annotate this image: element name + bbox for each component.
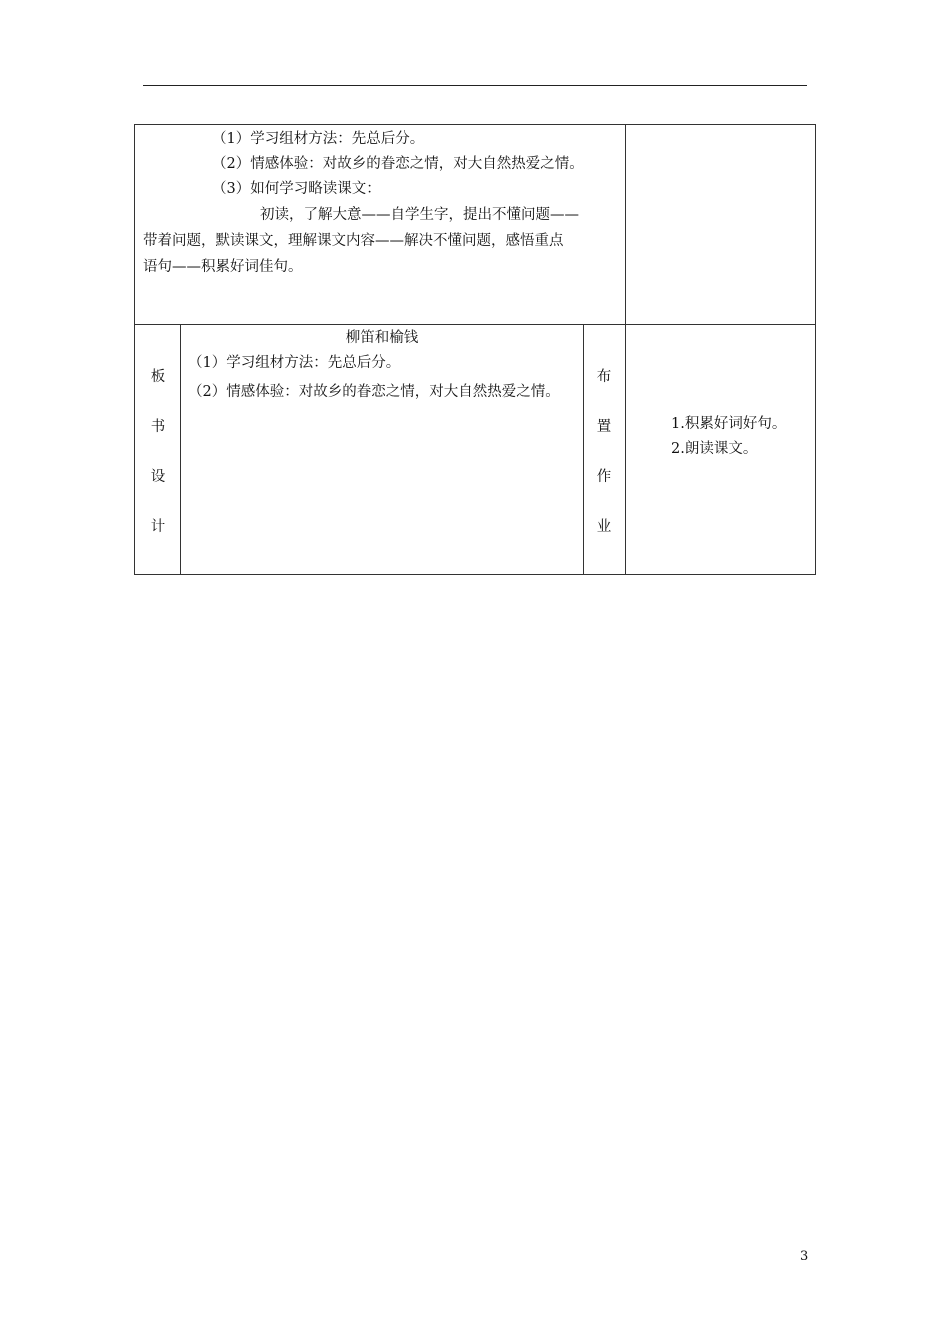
top-right-cell — [625, 124, 816, 325]
homework-label-char-3: 作 — [596, 469, 612, 485]
top-line-4: 初读，了解大意——自学生字，提出不懂问题—— — [260, 207, 579, 223]
homework-label-char-4: 业 — [596, 519, 612, 535]
homework-item-1: 1.积累好词好句。 — [671, 416, 787, 432]
page-number: 3 — [800, 1249, 809, 1264]
board-design-label-char-2: 书 — [150, 419, 166, 435]
top-line-1: （1）学习组材方法：先总后分。 — [212, 131, 425, 147]
header-rule — [143, 85, 807, 86]
board-design-label-char-1: 板 — [150, 369, 166, 385]
board-design-line-1: （1）学习组材方法：先总后分。 — [188, 355, 401, 371]
top-line-6: 语句——积累好词佳句。 — [143, 259, 303, 275]
top-line-2: （2）情感体验：对故乡的眷恋之情，对大自然热爱之情。 — [212, 156, 584, 172]
top-line-5: 带着问题，默读课文，理解课文内容——解决不懂问题，感悟重点 — [143, 233, 564, 249]
board-design-title: 柳笛和榆钱 — [345, 330, 419, 346]
top-line-3: （3）如何学习略读课文： — [212, 181, 381, 197]
homework-label-cell — [583, 324, 626, 575]
homework-label-char-1: 布 — [596, 369, 612, 385]
board-design-label-char-3: 设 — [150, 469, 166, 485]
board-design-label-char-4: 计 — [150, 519, 166, 535]
homework-label-char-2: 置 — [596, 419, 612, 435]
homework-item-2: 2.朗读课文。 — [671, 441, 758, 457]
board-design-label-cell — [134, 324, 181, 575]
board-design-line-2: （2）情感体验：对故乡的眷恋之情，对大自然热爱之情。 — [188, 384, 560, 400]
